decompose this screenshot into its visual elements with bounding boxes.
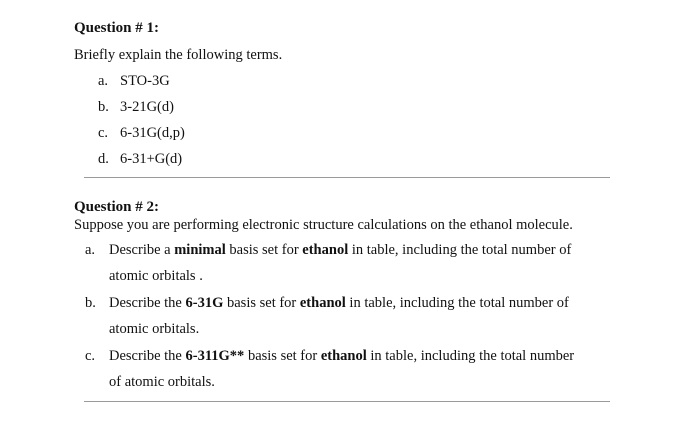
q2-item-b-marker: b. [85, 295, 96, 311]
q2-item-b-line2: atomic orbitals. [109, 321, 200, 337]
q2-item-a-line1 [109, 242, 571, 259]
q1-item-c-marker: c. [98, 125, 109, 141]
q2-item-c-marker: c. [85, 348, 96, 364]
q2-item-c-text-part1: Describe the [109, 348, 186, 364]
q1-item-b-text: 3-21G(d) [120, 99, 174, 115]
q2-item-b-bold2: ethanol [299, 295, 346, 311]
question-2-title: Question # 2: [74, 199, 160, 215]
q2-item-b-line1 [109, 295, 569, 312]
section-divider-2 [84, 401, 610, 402]
q2-item-c-text-part3: in table, including the total number [366, 348, 575, 364]
question-1-intro: Briefly explain the following terms. [74, 47, 283, 63]
q1-item-a-marker: a. [98, 73, 109, 89]
q2-item-a-bold1: minimal [174, 242, 226, 258]
q1-item-d-marker: d. [98, 151, 109, 167]
section-divider-1 [84, 177, 610, 178]
q1-item-b-marker: b. [98, 99, 109, 115]
q2-item-a-bold2: ethanol [302, 242, 349, 258]
q2-item-a-text-part2: basis set for [225, 242, 303, 258]
question-1-title: Question # 1: [74, 20, 160, 36]
q2-item-c-bold2: ethanol [320, 348, 367, 364]
q2-item-c-line2: of atomic orbitals. [109, 374, 215, 390]
q1-item-d-text: 6-31+G(d) [120, 151, 183, 167]
q2-item-a-marker: a. [85, 242, 96, 258]
q2-item-a-line2: atomic orbitals . [109, 268, 203, 284]
q2-item-a-text-part1: Describe a [109, 242, 175, 258]
q2-item-b-bold1: 6-31G [185, 295, 224, 311]
q2-item-a-text-part3: in table, including the total number of [348, 242, 572, 258]
q2-item-c-text-part2: basis set for [244, 348, 321, 364]
q1-item-c-text: 6-31G(d,p) [120, 125, 185, 141]
q2-item-b-text-part1: Describe the [109, 295, 186, 311]
q2-item-c-line1 [109, 348, 574, 365]
q2-item-c-bold1: 6-311G** [185, 348, 245, 364]
question-2-intro: Suppose you are performing electronic structure calculations on the ethanol molecule. [74, 217, 573, 233]
q2-item-b-text-part3: in table, including the total number of [345, 295, 569, 311]
q2-item-b-text-part2: basis set for [223, 295, 300, 311]
q1-item-a-text: STO-3G [120, 73, 170, 89]
